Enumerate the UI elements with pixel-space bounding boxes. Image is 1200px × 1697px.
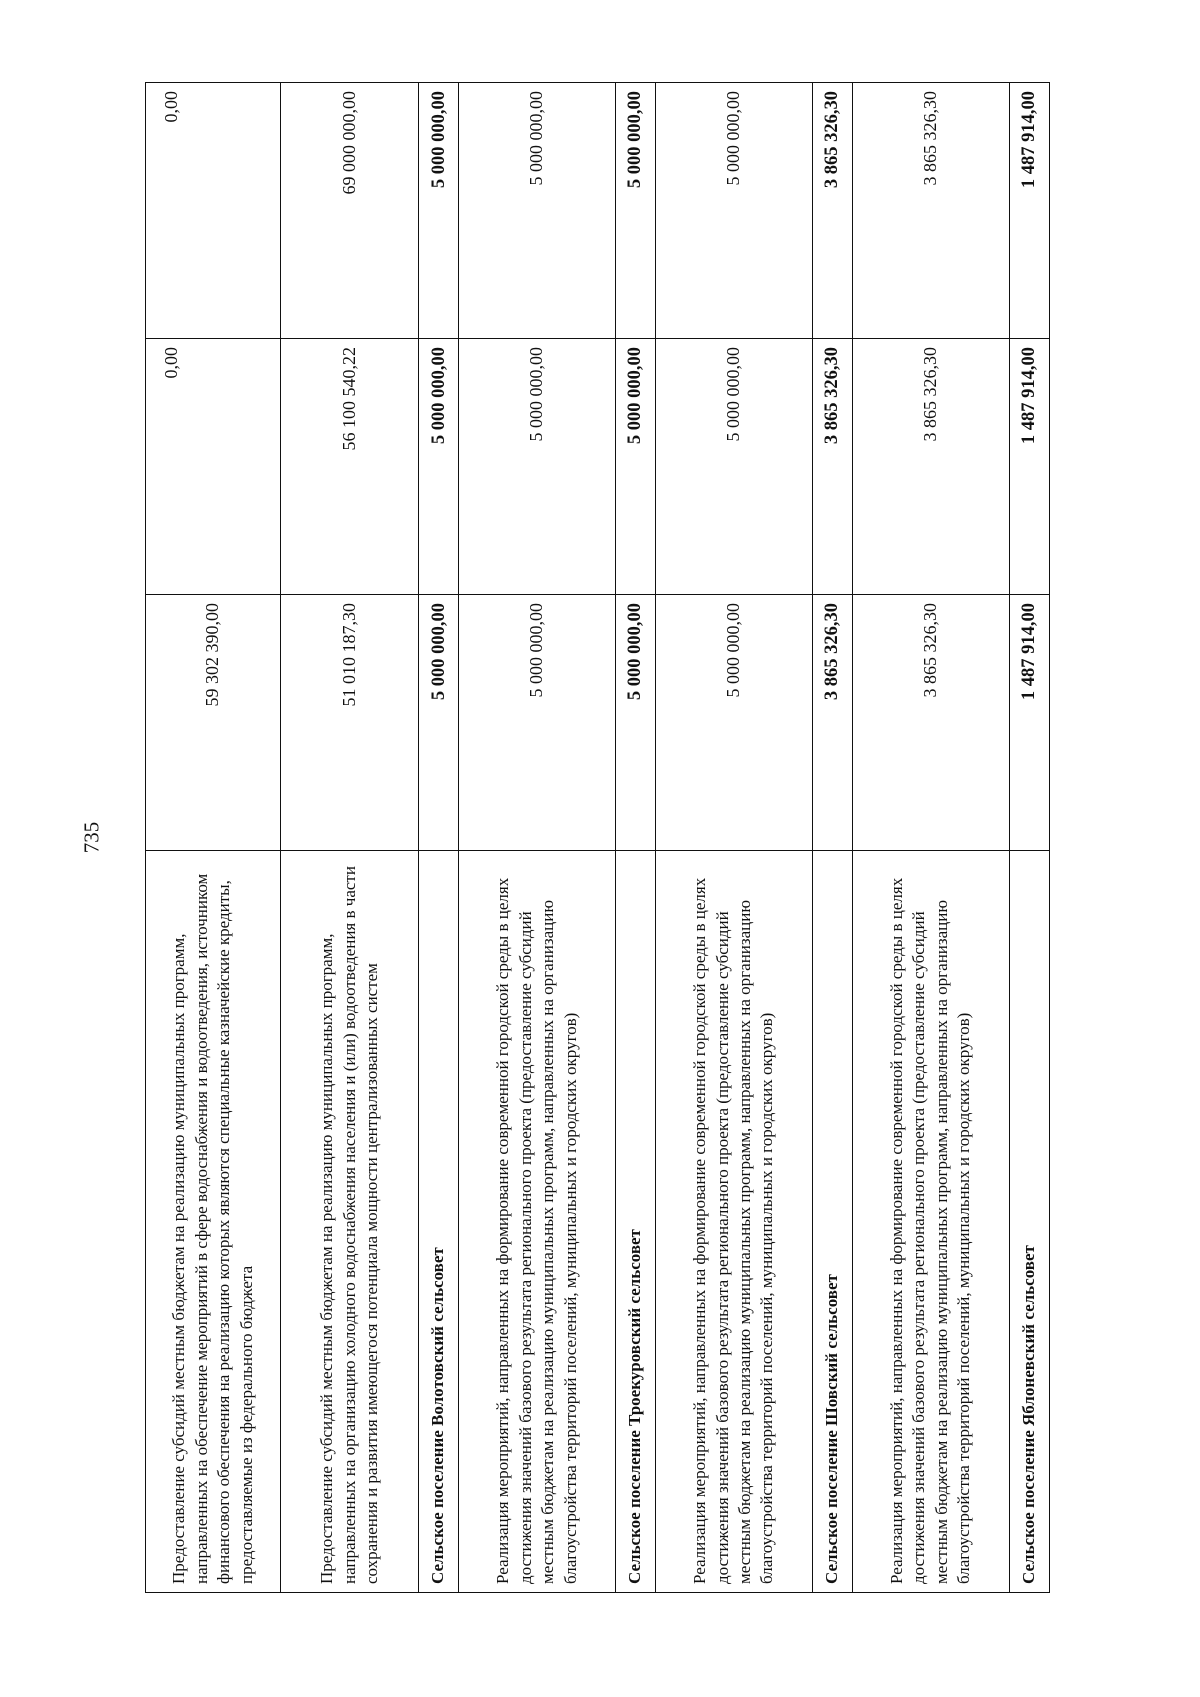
value-col-1: 1 487 914,00 [1009, 595, 1049, 851]
table-row-subtotal [1009, 83, 1049, 1593]
row-name: Сельское поселение Троекуровский сельсовет [615, 851, 655, 1593]
table-row-subtotal [812, 83, 852, 1593]
value-col-3: 5 000 000,00 [615, 83, 655, 339]
value-col-2: 5 000 000,00 [615, 339, 655, 595]
page-number: 735 [79, 821, 104, 854]
value-col-2: 3 865 326,30 [853, 339, 1010, 595]
value-col-1: 51 010 187,30 [281, 595, 419, 851]
table-row [459, 83, 616, 1593]
row-name: Реализация мероприятий, направленных на формирование современной городской среды в целях достижения значений базового результата регионального проекта (предоставление субсидий местным бюджетам на реализацию муниципальных программ, направленных на организацию благоустройства территорий поселений, муниципальных и городских округов) [459, 851, 616, 1593]
value-col-2: 3 865 326,30 [812, 339, 852, 595]
table-row-subtotal [615, 83, 655, 1593]
value-col-2: 1 487 914,00 [1009, 339, 1049, 595]
value-col-2: 5 000 000,00 [459, 339, 616, 595]
table-row [281, 83, 419, 1593]
value-col-2: 0,00 [146, 339, 281, 595]
table-row [853, 83, 1010, 1593]
value-col-1: 59 302 390,00 [146, 595, 281, 851]
value-col-3: 5 000 000,00 [419, 83, 459, 339]
row-name: Реализация мероприятий, направленных на формирование современной городской среды в целях достижения значений базового результата регионального проекта (предоставление субсидий местным бюджетам на реализацию муниципальных программ, направленных на организацию благоустройства территорий поселений, муниципальных и городских округов) [853, 851, 1010, 1593]
value-col-3: 3 865 326,30 [853, 83, 1010, 339]
value-col-2: 5 000 000,00 [656, 339, 813, 595]
value-col-3: 0,00 [146, 83, 281, 339]
row-name: Сельское поселение Шовский сельсовет [812, 851, 852, 1593]
value-col-3: 5 000 000,00 [459, 83, 616, 339]
row-name: Сельское поселение Волотовский сельсовет [419, 851, 459, 1593]
value-col-2: 56 100 540,22 [281, 339, 419, 595]
value-col-1: 3 865 326,30 [812, 595, 852, 851]
value-col-1: 5 000 000,00 [656, 595, 813, 851]
row-name: Предоставление субсидий местным бюджетам на реализацию муниципальных программ, направленных на обеспечение мероприятий в сфере водоснабжения и водоотведения, источником финансового обеспечения на реализацию которых являются специальные казначейские кредиты, предоставляемые из федерального бюджета [146, 851, 281, 1593]
budget-table [145, 82, 1050, 1593]
table-row [656, 83, 813, 1593]
value-col-1: 5 000 000,00 [615, 595, 655, 851]
value-col-1: 5 000 000,00 [419, 595, 459, 851]
value-col-2: 5 000 000,00 [419, 339, 459, 595]
value-col-1: 3 865 326,30 [853, 595, 1010, 851]
row-name: Реализация мероприятий, направленных на формирование современной городской среды в целях достижения значений базового результата регионального проекта (предоставление субсидий местным бюджетам на реализацию муниципальных программ, направленных на организацию благоустройства территорий поселений, муниципальных и городских округов) [656, 851, 813, 1593]
value-col-3: 5 000 000,00 [656, 83, 813, 339]
value-col-1: 5 000 000,00 [459, 595, 616, 851]
value-col-3: 3 865 326,30 [812, 83, 852, 339]
row-name: Сельское поселение Яблоневский сельсовет [1009, 851, 1049, 1593]
value-col-3: 1 487 914,00 [1009, 83, 1049, 339]
rotated-table-wrapper [145, 83, 1050, 1593]
table-row [146, 83, 281, 1593]
value-col-3: 69 000 000,00 [281, 83, 419, 339]
row-name: Предоставление субсидий местным бюджетам на реализацию муниципальных программ, направленных на организацию холодного водоснабжения населения и (или) водоотведения в части сохранения и развития имеющегося потенциала мощности централизованных систем [281, 851, 419, 1593]
table-row-subtotal [419, 83, 459, 1593]
